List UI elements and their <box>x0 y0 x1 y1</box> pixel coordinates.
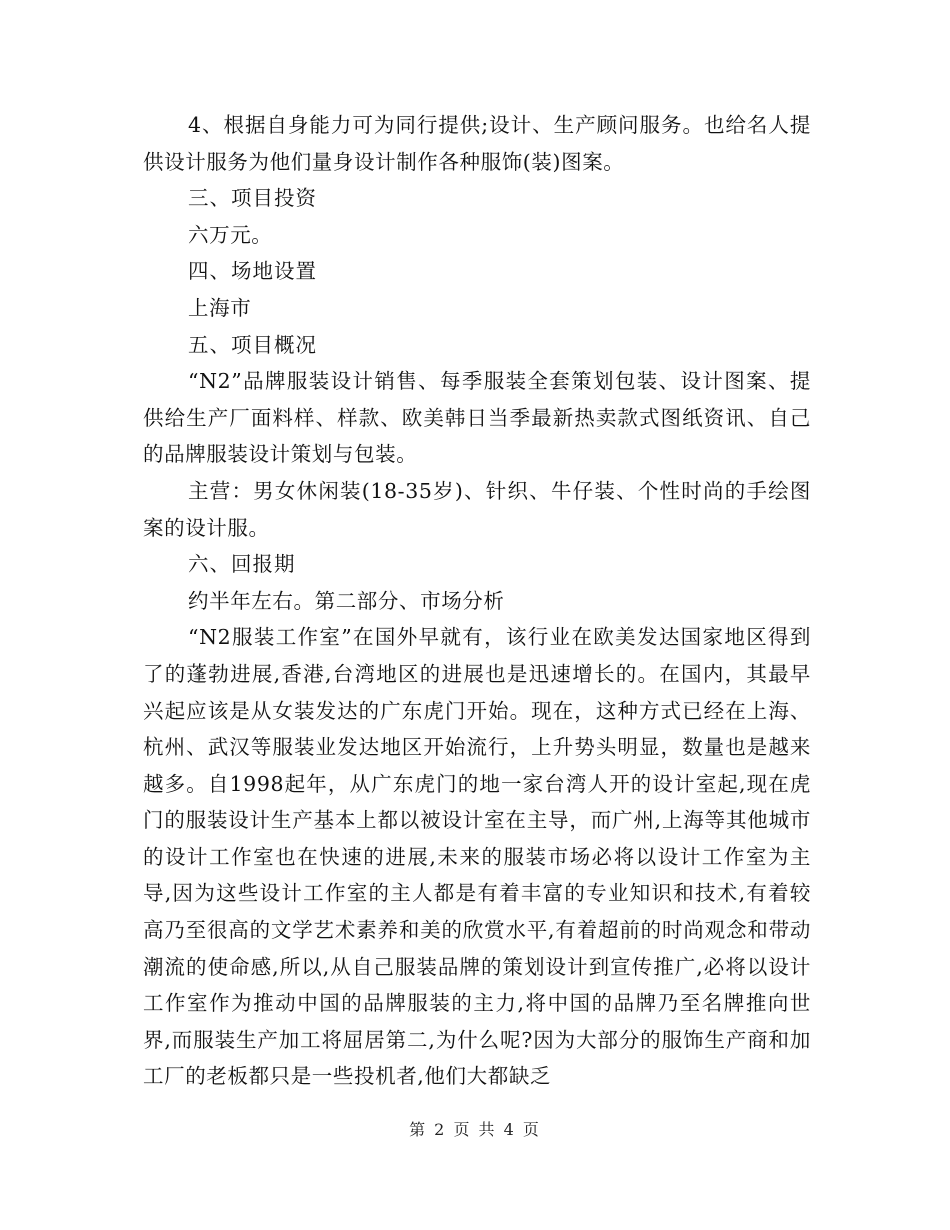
paragraph-overview: “N2”品牌服装设计销售、每季服装全套策划包装、设计图案、提供给生产厂面料样、样款、欧美韩日当季最新热卖款式图纸资讯、自己的品牌服装设计策划与包装。 <box>143 369 811 467</box>
paragraph-payback-and-part-two: 约半年左右。第二部分、市场分析 <box>188 588 505 613</box>
page-footer: 第 2 页 共 4 页 <box>409 1120 541 1139</box>
paragraph-main-business: 主营：男女休闲装(18-35岁)、针织、牛仔装、个性时尚的手绘图案的设计服。 <box>143 478 811 540</box>
document-body <box>143 107 811 1095</box>
heading-project-overview: 五、项目概况 <box>188 332 317 357</box>
paragraph-investment-amount: 六万元。 <box>188 222 273 247</box>
heading-site-setup: 四、场地设置 <box>188 259 317 284</box>
heading-project-investment: 三、项目投资 <box>188 186 317 211</box>
heading-payback-period: 六、回报期 <box>188 552 296 577</box>
paragraph-market-analysis: “N2服装工作室”在国外早就有，该行业在欧美发达国家地区得到了的蓬勃进展,香港,台湾地区的进展也是迅速增长的。在国内，其最早兴起应该是从女装发达的广东虎门开始。现在，这种方式已经在上海、杭州、武汉等服装业发达地区开始流行，上升势头明显，数量也是越来越多。自1998起年，从广东虎门的地一家台湾人开的设计室起,现在虎门的服装设计生产基本上都以被设计室在主导，而广州,上海等其他城市的设计工作室也在快速的进展,未来的服装市场必将以设计工作室为主导,因为这些设计工作室的主人都是有着丰富的专业知识和技术,有着较高乃至很高的文学艺术素养和美的欣赏水平,有着超前的时尚观念和带动潮流的使命感,所以,从自己服装品牌的策划设计到宣传推广,必将以设计工作室作为推动中国的品牌服装的主力,将中国的品牌乃至名牌推向世界,而服装生产加工将屈居第二,为什么呢?因为大部分的服饰生产商和加工厂的老板都只是一些投机者,他们大都缺乏 <box>143 625 811 1089</box>
paragraph-service-item-4: 4、根据自身能力可为同行提供;设计、生产顾问服务。也给名人提供设计服务为他们量身设计制作各种服饰(装)图案。 <box>143 113 811 174</box>
paragraph-site-location: 上海市 <box>188 295 252 320</box>
